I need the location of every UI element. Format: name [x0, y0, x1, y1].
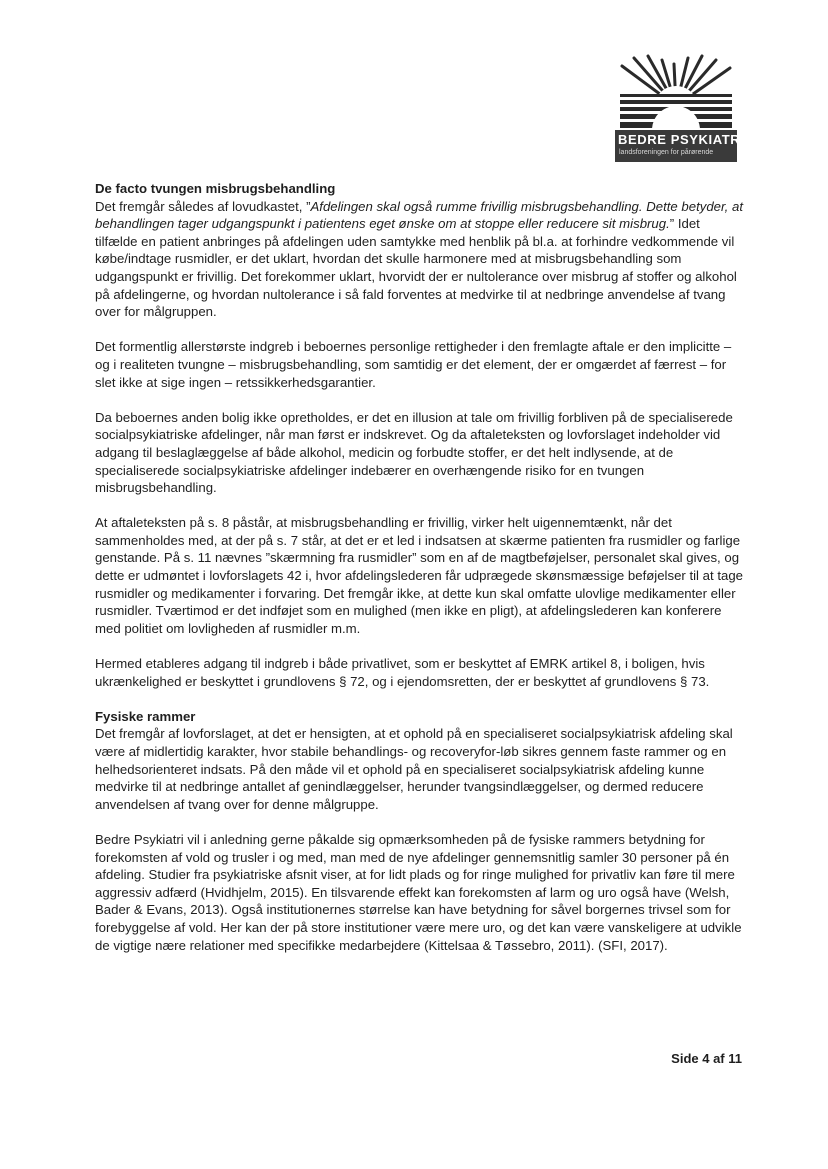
- logo-tagline: landsforeningen for pårørende: [619, 149, 714, 156]
- section-heading-fysiske: Fysiske rammer: [95, 708, 196, 724]
- paragraph-text: ” Idet tilfælde en patient anbringes på afdelingen uden samtykke med henblik på bl.a. at forhindre vedkommende vil købe/indtage rusmidler, er det uklart, hvordan det skulle harmonere med at misbrugsbehandling som udgangspunkt er frivillig. Det forekommer uklart, hvorvidt der er nultolerance over misbrug af stoffer og alkohol på afdelingerne, og hvordan nultolerance i så fald forventes at medvirke til at nedbringe anvendelse af tvang over for målgruppen.: [95, 216, 737, 320]
- paragraph: Bedre Psykiatri vil i anledning gerne påkalde sig opmærksomheden på de fysiske rammers betydning for forekomsten af vold og trusler i og med, man med de nye afdelinger gennemsnitlig samler 30 personer på én afdeling. Studier fra psykiatriske afsnit viser, at for lidt plads og for ringe mulighed for privatliv kan føre til mere aggressiv adfærd (Hvidhjelm, 2015). En tilsvarende effekt kan forekomsten af larm og uro også have (Welsh, Bader & Evans, 2013). Også institutionernes størrelse kan have betydning for såvel borgernes trivsel som for forebyggelse af vold. Her kan der på store institutioner være mere uro, og det kan være vanskeligere at udvikle de vigtige nære relationer med specifikke medarbejdere (Kittelsaa & Tøssebro, 2011). (SFI, 2017).: [95, 831, 742, 953]
- section-heading-tvang: De facto tvungen misbrugsbehandling: [95, 181, 336, 196]
- paragraph: Det formentlig allerstørste indgreb i beboernes personlige rettigheder i den fremlagte aftale er den implicitte – og i realiteten tvungne – misbrugsbehandling, som samtidig er det element, der er omgærdet af færrest – for slet ikke at sige ingen – retssikkerhedsgarantier.: [95, 339, 732, 390]
- paragraph: Da beboernes anden bolig ikke opretholdes, er det en illusion at tale om frivillig forbliven på de specialiserede socialpsykiatriske afdelinger, når man først er indskrevet. Og da aftaleteksten og lovforslaget indeholder vid adgang til beslaglæggelse af både alkohol, medicin og forbudte stoffer, er det helt indlysende, at de specialiserede socialpsykiatriske afdelinger indebærer en overhængende risiko for en tvungen misbrugsbehandling.: [95, 409, 733, 496]
- sunrise-logo-icon: [612, 54, 740, 134]
- quoted-text: Afdelingen skal også rumme frivillig misbrugsbehandling. Dette betyder, at behandlingen tager udgangspunkt i patientens eget ønske om at stoppe eller reducere sit misbrug.: [95, 198, 743, 232]
- bedre-psykiatri-logo: [612, 54, 745, 164]
- page-number: Side 4 af 11: [671, 1051, 742, 1066]
- paragraph-lead: Det fremgår således af lovudkastet, ”: [95, 198, 311, 214]
- paragraph: Hermed etableres adgang til indgreb i både privatlivet, som er beskyttet af EMRK artikel 8, i boligen, hvis ukrænkelighed er beskyttet i grundlovens § 72, og i ejendomsretten, der er beskyttet af grundlovens § 73.: [95, 656, 710, 689]
- logo-name: BEDRE PSYKIATRI: [618, 132, 745, 147]
- paragraph-text: Det fremgår af lovforslaget, at det er hensigten, at et ophold på en specialiseret socialpsykiatrisk afdeling skal være af midlertidig karakter, hvor stabile behandlings- og recoveryfor-løb sikres gennem faste rammer og en helhedsorienteret indsats. På den måde vil et ophold på en specialiseret socialpsykiatrisk afdeling kunne medvirke til at nedbringe antallet af genindlæggelser, herunder tvangsindlæggelser, og dermed reducere anvendelsen af tvang over for denne målgruppe.: [95, 726, 733, 812]
- paragraph: [95, 708, 745, 814]
- paragraph: At aftaleteksten på s. 8 påstår, at misbrugsbehandling er frivillig, virker helt uigennemtænkt, når det sammenholdes med, at der på s. 7 står, at det er et led i indsatsen at skærme patienten fra rusmidler og farlige genstande. På s. 11 nævnes ”skærmning fra rusmidler” som en af de magtbeføjelser, personalet skal gives, og dette er udmøntet i lovforslagets 42 i, hvor afdelingslederen får udprægede skønsmæssige beføjelser til at tage rusmidler og medikamenter i forvaring. Det fremgår ikke, at dette kun skal omfatte ulovlige medikamenter eller rusmidler. Tværtimod er det indføjet som en mulighed (men ikke en pligt), at afdelingslederen kan konferere med politiet om lovligheden af rusmidler m.m.: [95, 515, 743, 636]
- document-body: [95, 180, 745, 972]
- paragraph: [95, 180, 745, 321]
